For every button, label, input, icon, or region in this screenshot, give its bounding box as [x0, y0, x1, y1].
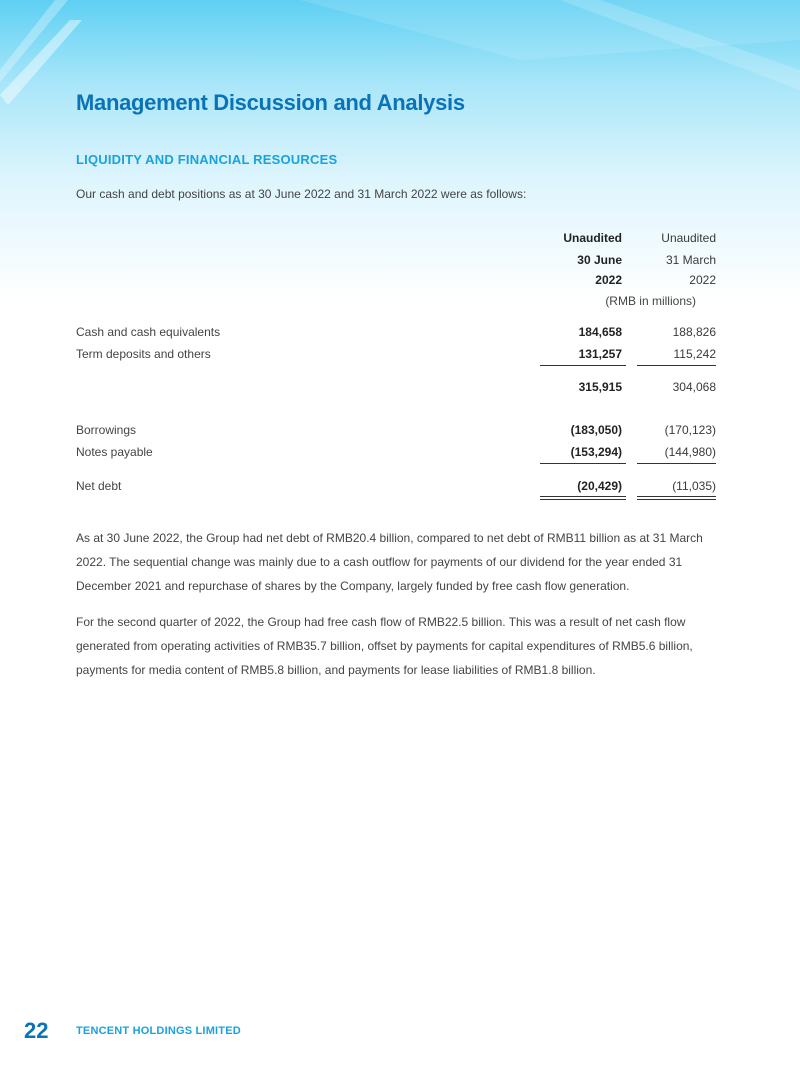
col2-header-year: 2022: [689, 273, 716, 287]
double-rule-mar-1: [637, 496, 716, 497]
row-cash-value-jun: 184,658: [578, 325, 622, 339]
row-label-borrowings: Borrowings: [76, 423, 137, 437]
row-label-notes-payable: Notes payable: [76, 445, 153, 459]
subtotal-rule-mar: [637, 365, 716, 366]
col2-header-status: Unaudited: [661, 231, 716, 245]
double-rule-jun-1: [540, 496, 626, 497]
double-rule-mar-2: [637, 499, 716, 500]
section-heading: LIQUIDITY AND FINANCIAL RESOURCES: [76, 152, 338, 167]
page-number: 22: [24, 1018, 49, 1043]
col1-header-year: 2022: [595, 273, 622, 287]
row-notes-value-mar: (144,980): [664, 445, 716, 459]
row-label-cash: Cash and cash equivalents: [76, 325, 221, 339]
row-label-net-debt: Net debt: [76, 479, 122, 493]
col1-header-status: Unaudited: [563, 231, 622, 245]
row-term-value-jun: 131,257: [578, 347, 622, 361]
page-title: Management Discussion and Analysis: [76, 90, 465, 115]
row-borrowings-value-jun: (183,050): [570, 423, 622, 437]
unit-label: (RMB in millions): [605, 294, 696, 308]
row-cash-value-mar: 188,826: [672, 325, 716, 339]
double-rule-jun-2: [540, 499, 626, 500]
intro-text: Our cash and debt positions as at 30 June 2022 and 31 March 2022 were as follows:: [76, 187, 527, 201]
paragraph-free-cash-flow: For the second quarter of 2022, the Group had free cash flow of RMB22.5 billion. This was a result of net cash flow generated from operating activities of RMB35.7 billion, offset by payments for capital expenditures of RMB5.6 billion, payments for media content of RMB5.8 billion, and payments for lease liabilities of RMB1.8 billion.: [76, 615, 693, 677]
subtotal-rule-jun: [540, 365, 626, 366]
row-term-value-mar: 115,242: [673, 347, 716, 361]
row-borrowings-value-mar: (170,123): [664, 423, 716, 437]
row-label-term-deposits: Term deposits and others: [76, 347, 211, 361]
net-rule-jun: [540, 463, 626, 464]
col1-header-date: 30 June: [577, 253, 622, 267]
row-net-debt-value-mar: (11,035): [672, 479, 716, 493]
row-net-debt-value-jun: (20,429): [577, 479, 622, 493]
net-rule-mar: [637, 463, 716, 464]
col2-header-date: 31 March: [665, 253, 716, 267]
paragraph-net-debt: As at 30 June 2022, the Group had net debt of RMB20.4 billion, compared to net debt of RMB11 billion as at 31 March 2022. The sequential change was mainly due to a cash outflow for payments of our dividend for the year ended 31 December 2021 and repurchase of shares by the Company, largely funded by free cash flow generation.: [76, 531, 703, 593]
row-subtotal-value-jun: 315,915: [578, 380, 622, 394]
company-name: TENCENT HOLDINGS LIMITED: [76, 1025, 241, 1037]
row-notes-value-jun: (153,294): [570, 445, 622, 459]
row-subtotal-value-mar: 304,068: [672, 380, 716, 394]
